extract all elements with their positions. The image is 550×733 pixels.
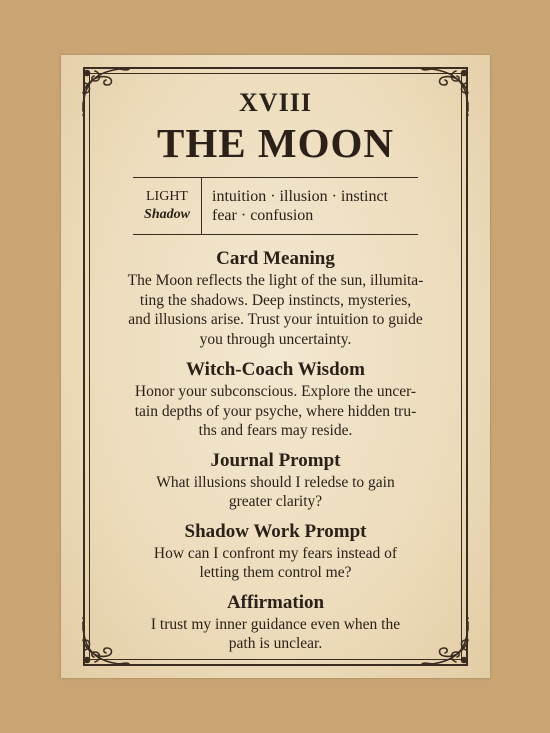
section-body: What illusions should I reledse to gain greater clarity? [156, 473, 395, 510]
section-heading: Witch-Coach Wisdom [186, 359, 365, 380]
section-heading: Journal Prompt [210, 449, 341, 471]
section-witch-coach-wisdom [101, 359, 450, 441]
card-numeral: XVIII [239, 88, 312, 117]
card-title: THE MOON [157, 120, 394, 166]
keyword-labels [133, 178, 202, 234]
keyword-values [202, 178, 418, 234]
section-body: Honor your subconscious. Explore the uncer- tain depths of your psyche, where hidden tru- ths and fears may reside. [134, 383, 417, 439]
keyword-table [133, 177, 418, 235]
section-heading: Card Meaning [216, 248, 335, 269]
section-card-meaning [101, 248, 450, 349]
card-content [101, 89, 450, 654]
section-body: I trust my inner guidance even when the path is unclear. [150, 615, 401, 652]
section-body: How can I confront my fears instead of letting them control me? [153, 544, 398, 581]
light-label: LIGHT [146, 189, 188, 204]
tarot-card [61, 55, 490, 678]
section-affirmation [101, 592, 450, 654]
shadow-label: Shadow [144, 207, 190, 222]
section-journal-prompt [101, 450, 450, 512]
light-keywords: intuition · illusion · instinct [212, 188, 388, 205]
section-shadow-work-prompt [101, 521, 450, 583]
shadow-keywords: fear · confusion [212, 207, 314, 224]
section-heading: Shadow Work Prompt [184, 520, 367, 542]
section-heading: Affirmation [226, 591, 325, 613]
section-body: The Moon reflects the light of the sun, illumita- ting the shadows. Deep instincts, mysteries, and illusions arise. Trust your intuition to guide you through uncertainty. [127, 272, 424, 348]
